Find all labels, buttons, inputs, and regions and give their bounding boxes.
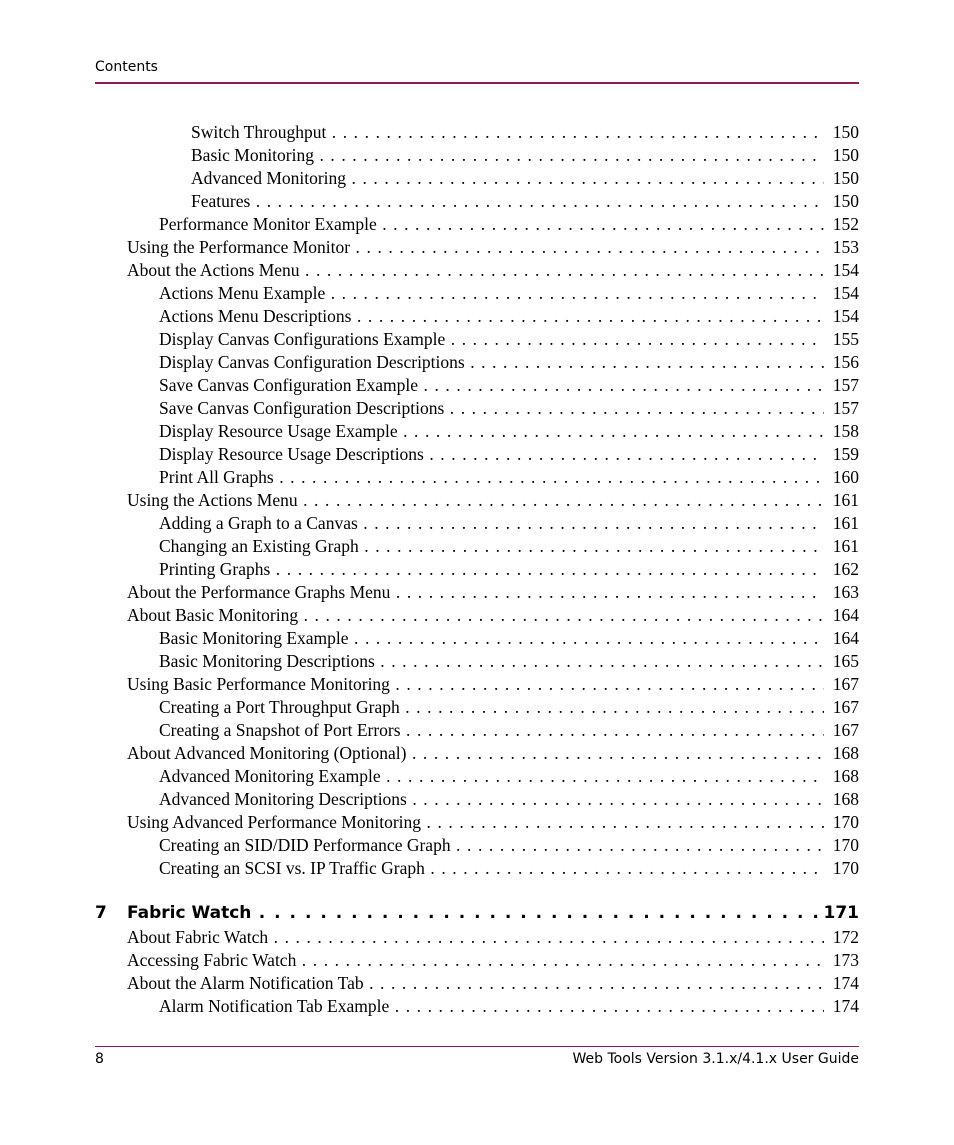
toc-entry-title: Creating a Port Throughput Graph [159,697,400,717]
toc-entry-page: 168 [832,789,859,809]
toc-entry-page: 157 [832,375,859,395]
toc-entry-title-leader [127,926,824,949]
toc-entry[interactable] [0,351,954,374]
toc-entry[interactable] [0,121,954,144]
toc-entry-title: Using Advanced Performance Monitoring [127,812,422,832]
chapter-page: 171 [823,903,859,923]
toc-entry-title-leader [159,627,824,650]
toc-entry-title-leader [159,282,824,305]
toc-entry[interactable] [0,466,954,489]
toc-chapter-entries [0,926,954,1018]
toc-entry[interactable] [0,397,954,420]
toc-entry-title-leader [159,466,824,489]
toc-entry-title: Switch Throughput [191,122,327,142]
toc-entry[interactable] [0,627,954,650]
chapter-heading[interactable] [0,901,954,926]
toc-entry-title-leader [159,995,824,1018]
toc-entry-title-leader [127,259,824,282]
toc-entry-title: Save Canvas Configuration Example [159,375,419,395]
toc-entry[interactable] [0,512,954,535]
toc-entry-page: 172 [832,927,859,947]
toc-entry-page: 161 [832,536,859,556]
toc-entry-title-leader [159,696,824,719]
footer-page-number: 8 [95,1051,104,1067]
toc-entry[interactable] [0,972,954,995]
toc-entry-title-leader [127,972,824,995]
toc-entry-title: Creating an SID/DID Performance Graph [159,835,451,855]
toc-entry-page: 156 [832,352,859,372]
toc-entry-page: 173 [832,950,859,970]
toc-entry-title: Advanced Monitoring Descriptions [159,789,407,809]
toc-entry-page: 168 [832,743,859,763]
toc-entry-title-leader [127,489,824,512]
toc-entry-title-leader [159,351,824,374]
toc-entry-title: Alarm Notification Tab Example [159,996,390,1016]
toc-entry[interactable] [0,834,954,857]
toc-entry-page: 155 [832,329,859,349]
toc-entry[interactable] [0,167,954,190]
toc-entry-page: 170 [832,835,859,855]
toc-entry-title: Adding a Graph to a Canvas [159,513,358,533]
toc-entry-title-leader [159,213,824,236]
chapter-title: Fabric Watch [127,903,252,923]
toc-entry[interactable] [0,995,954,1018]
toc-entry[interactable] [0,558,954,581]
toc-entry-title-leader [159,443,824,466]
toc-entry-page: 154 [832,260,859,280]
toc-entry[interactable] [0,926,954,949]
toc-entry-page: 170 [832,812,859,832]
toc-entry-title-leader [159,857,824,880]
toc-entry-page: 163 [832,582,859,602]
toc-entry-page: 161 [832,490,859,510]
toc-entry[interactable] [0,535,954,558]
toc-entry-title-leader [159,512,824,535]
toc-entry-title: Advanced Monitoring [191,168,347,188]
toc-entry[interactable] [0,673,954,696]
toc-entry-page: 167 [832,720,859,740]
toc-entry[interactable] [0,213,954,236]
toc-entry-title: Creating an SCSI vs. IP Traffic Graph [159,858,425,878]
toc-entry-page: 150 [832,122,859,142]
toc-entry[interactable] [0,650,954,673]
toc-entry-title-leader [159,397,824,420]
toc-entry-title-leader [127,673,824,696]
toc-entry-title-leader [159,535,824,558]
toc-entry[interactable] [0,443,954,466]
table-of-contents [0,121,954,1018]
toc-entry-title-leader [191,190,824,213]
toc-entry[interactable] [0,949,954,972]
toc-entry-title: Performance Monitor Example [159,214,377,234]
toc-entry-page: 150 [832,145,859,165]
toc-entry[interactable] [0,811,954,834]
toc-entry-page: 164 [832,605,859,625]
toc-entry-page: 170 [832,858,859,878]
toc-entry[interactable] [0,259,954,282]
toc-entry[interactable] [0,374,954,397]
toc-entry-title: Display Resource Usage Descriptions [159,444,424,464]
toc-entry-page: 159 [832,444,859,464]
toc-entry[interactable] [0,190,954,213]
toc-entry-page: 167 [832,674,859,694]
toc-entry-title: About Advanced Monitoring (Optional) [127,743,407,763]
toc-entry[interactable] [0,604,954,627]
toc-entry[interactable] [0,420,954,443]
toc-entry-page: 157 [832,398,859,418]
toc-entry-title-leader [159,328,824,351]
toc-entry[interactable] [0,489,954,512]
toc-entry[interactable] [0,719,954,742]
toc-entry-title: Display Canvas Configuration Descriptions [159,352,465,372]
toc-entry-title: Actions Menu Descriptions [159,306,352,326]
toc-entry-page: 150 [832,191,859,211]
chapter-title-leader [127,901,824,926]
toc-entry-page: 150 [832,168,859,188]
toc-entry[interactable] [0,857,954,880]
footer-guide-title: Web Tools Version 3.1.x/4.1.x User Guide [572,1051,859,1067]
toc-entry-title-leader [159,719,824,742]
toc-entry-page: 153 [832,237,859,257]
toc-entry-title-leader [159,834,824,857]
toc-entry-title-leader [127,604,824,627]
toc-entry-page: 161 [832,513,859,533]
toc-entry[interactable] [0,765,954,788]
toc-entry-title: About Fabric Watch [127,927,269,947]
toc-entry-title: Actions Menu Example [159,283,326,303]
header-rule [95,82,859,84]
toc-entry-title-leader [191,144,824,167]
toc-entry[interactable] [0,282,954,305]
toc-entry-title: About the Alarm Notification Tab [127,973,364,993]
chapter-number: 7 [95,903,107,923]
toc-entry-title: Print All Graphs [159,467,274,487]
toc-entry-title: About Basic Monitoring [127,605,299,625]
toc-entry-page: 174 [832,973,859,993]
toc-entry-page: 167 [832,697,859,717]
toc-entry-title: Basic Monitoring [191,145,314,165]
toc-entry-title: Display Canvas Configurations Example [159,329,446,349]
toc-entry-title: Advanced Monitoring Example [159,766,381,786]
toc-entry-page: 162 [832,559,859,579]
toc-entry-page: 164 [832,628,859,648]
toc-entry-page: 154 [832,306,859,326]
toc-entry-title-leader [159,650,824,673]
toc-entry-title-leader [159,765,824,788]
toc-entry-title: Display Resource Usage Example [159,421,398,441]
toc-entry-title: About the Actions Menu [127,260,300,280]
toc-entry[interactable] [0,305,954,328]
toc-entry-title: Features [191,191,251,211]
toc-entry-title-leader [159,788,824,811]
toc-entry[interactable] [0,581,954,604]
toc-entry-title-leader [127,811,824,834]
toc-entry-page: 174 [832,996,859,1016]
toc-entry[interactable] [0,236,954,259]
toc-entry-title-leader [159,374,824,397]
toc-entry-title: Save Canvas Configuration Descriptions [159,398,445,418]
toc-entry-title-leader [159,558,824,581]
toc-entry[interactable] [0,742,954,765]
toc-section-entries [0,121,954,880]
toc-entry[interactable] [0,328,954,351]
toc-entry-title-leader [159,420,824,443]
toc-entry-title: Printing Graphs [159,559,271,579]
toc-entry-page: 160 [832,467,859,487]
toc-entry-title-leader [191,121,824,144]
toc-entry-title: Changing an Existing Graph [159,536,359,556]
toc-entry-title: About the Performance Graphs Menu [127,582,391,602]
toc-entry-title: Using the Actions Menu [127,490,298,510]
toc-entry[interactable] [0,788,954,811]
toc-entry-page: 154 [832,283,859,303]
toc-entry-title-leader [127,742,824,765]
toc-entry-title: Basic Monitoring Example [159,628,349,648]
toc-entry-title: Accessing Fabric Watch [127,950,297,970]
toc-entry-page: 158 [832,421,859,441]
toc-entry-title-leader [159,305,824,328]
toc-entry-page: 168 [832,766,859,786]
toc-entry-title: Creating a Snapshot of Port Errors [159,720,401,740]
toc-entry-title-leader [191,167,824,190]
toc-entry-page: 152 [832,214,859,234]
toc-entry[interactable] [0,144,954,167]
toc-entry-title-leader [127,949,824,972]
toc-entry-title: Basic Monitoring Descriptions [159,651,375,671]
toc-entry-title-leader [127,236,824,259]
toc-entry-title: Using the Performance Monitor [127,237,351,257]
toc-entry-page: 165 [832,651,859,671]
footer-rule [95,1046,859,1047]
running-header: Contents [95,59,158,75]
toc-entry[interactable] [0,696,954,719]
toc-entry-title-leader [127,581,824,604]
toc-entry-title: Using Basic Performance Monitoring [127,674,390,694]
